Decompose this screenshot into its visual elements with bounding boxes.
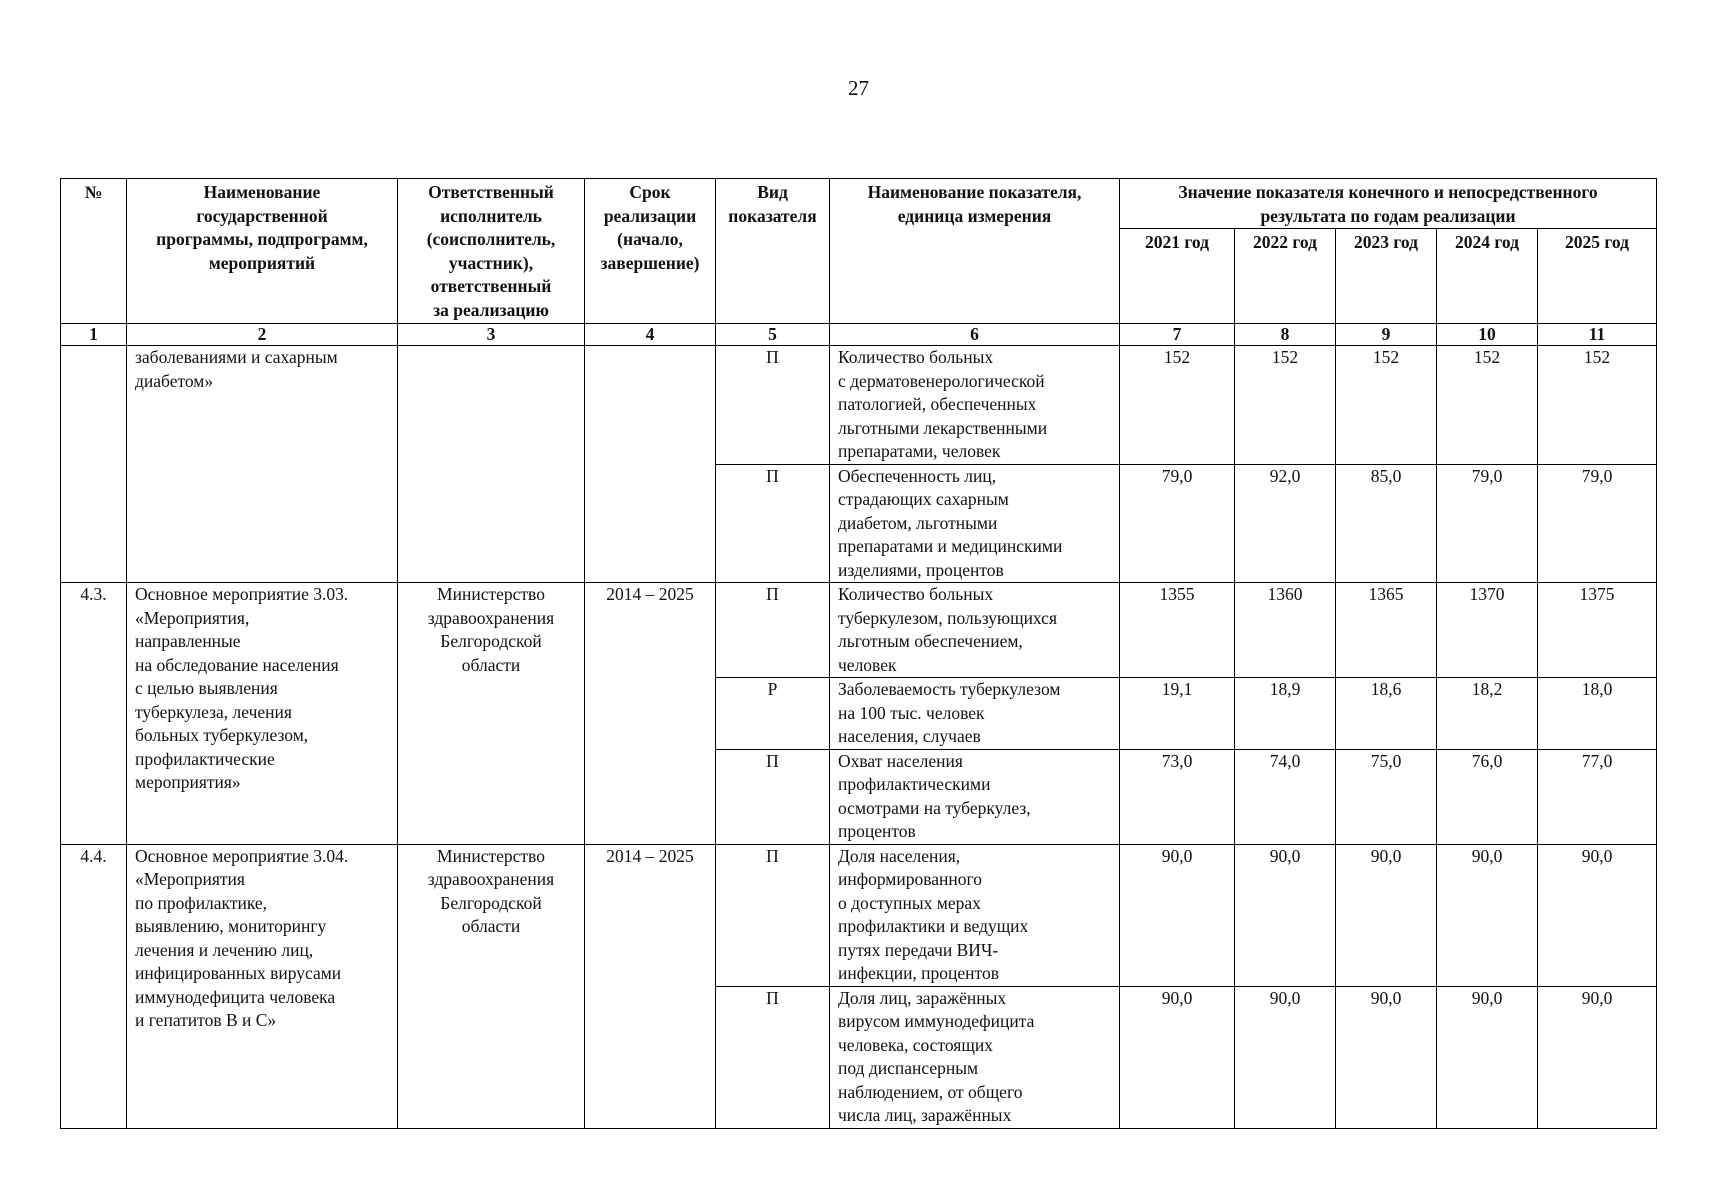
indicator-name-line: наблюдением, от общего (838, 1081, 1023, 1102)
indicator-value-2024: 90,0 (1437, 844, 1538, 986)
indicator-value-2022: 152 (1235, 346, 1336, 465)
indicator-value-2025: 77,0 (1538, 749, 1657, 844)
header-responsible (398, 179, 585, 324)
indicator-name-line: путях передачи ВИЧ- (838, 939, 999, 960)
indicator-name (830, 464, 1120, 583)
indicator-value-2025: 152 (1538, 346, 1657, 465)
column-number: 11 (1538, 324, 1657, 346)
indicator-value-2023: 18,6 (1336, 678, 1437, 750)
program-name-line: направленные (135, 631, 241, 651)
column-number: 4 (585, 324, 716, 346)
table-row (61, 583, 1657, 678)
indicator-value-2022: 18,9 (1235, 678, 1336, 750)
header-values-group-line: результата по годам реализации (1260, 205, 1516, 226)
indicator-name-line: препаратами и медицинскими (838, 536, 1063, 556)
column-number: 1 (61, 324, 127, 346)
indicator-name-line: осмотрами на туберкулез, (838, 797, 1031, 818)
header-indicator-type-line: Вид (757, 182, 788, 202)
header-values-group (1120, 179, 1657, 229)
implementation-term: 2014 – 2025 (585, 583, 716, 845)
indicator-value-2022: 90,0 (1235, 844, 1336, 986)
indicator-type: П (716, 464, 830, 583)
program-name-line: лечения и лечению лиц, (135, 939, 314, 960)
column-number: 9 (1336, 324, 1437, 346)
indicator-value-2025: 90,0 (1538, 986, 1657, 1128)
indicator-name-line: профилактическими (838, 774, 991, 794)
indicator-name-line: Количество больных (838, 347, 994, 367)
header-values-group-line: Значение показателя конечного и непосредственного (1178, 182, 1598, 202)
indicator-type: Р (716, 678, 830, 750)
header-indicator-name (830, 179, 1120, 324)
program-name-line: инфицированных вирусами (135, 963, 342, 983)
responsible-executor (398, 346, 585, 583)
header-program-name-line: мероприятий (208, 252, 316, 273)
indicator-name-line: с дерматовенерологической (838, 370, 1045, 391)
column-number: 3 (398, 324, 585, 346)
column-numbers-row (61, 324, 1657, 346)
indicator-name-line: о доступных мерах (838, 892, 981, 913)
program-name-line: «Мероприятия, (135, 607, 250, 628)
program-name-line: по профилактике, (135, 892, 268, 913)
row-number: 4.4. (61, 844, 127, 1128)
header-year-2024: 2024 год (1437, 229, 1538, 324)
indicator-name (830, 749, 1120, 844)
indicator-value-2021: 152 (1120, 346, 1235, 465)
header-num: № (61, 179, 127, 324)
header-term-line: (начало, (617, 229, 683, 249)
indicator-value-2022: 1360 (1235, 583, 1336, 678)
indicator-name-line: изделиями, процентов (838, 559, 1004, 580)
indicator-value-2023: 75,0 (1336, 749, 1437, 844)
header-responsible-line: (соисполнитель, (426, 229, 556, 249)
responsible-executor (398, 844, 585, 1128)
indicator-type: П (716, 583, 830, 678)
indicator-value-2024: 18,2 (1437, 678, 1538, 750)
header-responsible-line: исполнитель (440, 205, 542, 226)
indicator-value-2024: 79,0 (1437, 464, 1538, 583)
indicators-table (60, 178, 1657, 1129)
column-number: 8 (1235, 324, 1336, 346)
indicator-value-2022: 92,0 (1235, 464, 1336, 583)
indicator-value-2021: 90,0 (1120, 844, 1235, 986)
indicator-name-line: Доля лиц, заражённых (838, 987, 1007, 1008)
indicator-value-2024: 1370 (1437, 583, 1538, 678)
indicator-name-line: человека, состоящих (838, 1034, 993, 1055)
indicator-name-line: патологией, обеспеченных (838, 394, 1037, 414)
table-header (61, 179, 1657, 346)
indicator-name (830, 844, 1120, 986)
table-row (61, 346, 1657, 465)
program-name-line: туберкулеза, лечения (135, 701, 292, 722)
indicator-type: П (716, 844, 830, 986)
indicator-name-line: препаратами, человек (838, 441, 1001, 461)
table-row (61, 844, 1657, 986)
header-year-2021: 2021 год (1120, 229, 1235, 324)
responsible-executor (398, 583, 585, 845)
header-responsible-line: участник), (448, 252, 534, 273)
program-name-line: Основное мероприятие 3.03. (135, 584, 349, 604)
header-term-line: завершение) (600, 252, 700, 273)
program-name-line: и гепатитов B и C» (135, 1010, 277, 1030)
indicator-name-line: туберкулезом, пользующихся (838, 607, 1057, 628)
indicator-name-line: инфекции, процентов (838, 963, 999, 983)
indicator-value-2025: 79,0 (1538, 464, 1657, 583)
header-term (585, 179, 716, 324)
indicator-type: П (716, 346, 830, 465)
row-number: 4.3. (61, 583, 127, 845)
program-name-line: Основное мероприятие 3.04. (135, 845, 349, 866)
program-name-line: «Мероприятия (135, 869, 245, 889)
column-number: 10 (1437, 324, 1538, 346)
responsible-executor-line: области (461, 916, 521, 936)
header-responsible-line: за реализацию (433, 299, 549, 320)
table-body (61, 346, 1657, 1129)
program-name (127, 346, 398, 583)
responsible-executor-line: области (461, 654, 521, 675)
indicator-value-2021: 73,0 (1120, 749, 1235, 844)
program-name-line: иммунодефицита человека (135, 986, 336, 1007)
indicator-name-line: числа лиц, заражённых (838, 1105, 1012, 1125)
indicator-value-2024: 76,0 (1437, 749, 1538, 844)
header-program-name-line: Наименование (203, 182, 321, 202)
indicator-value-2021: 90,0 (1120, 986, 1235, 1128)
header-indicator-name-line: Наименование показателя, (867, 182, 1082, 202)
header-year-2025: 2025 год (1538, 229, 1657, 324)
indicator-name-line: процентов (838, 821, 916, 841)
indicator-name-line: страдающих сахарным (838, 489, 1009, 509)
program-name-line: диабетом» (135, 370, 214, 391)
responsible-executor-line: Белгородской (440, 892, 542, 913)
indicator-value-2022: 90,0 (1235, 986, 1336, 1128)
column-number: 6 (830, 324, 1120, 346)
program-name-line: на обследование населения (135, 654, 339, 675)
indicator-value-2024: 152 (1437, 346, 1538, 465)
indicator-name-line: Доля населения, (838, 845, 961, 866)
indicator-value-2024: 90,0 (1437, 986, 1538, 1128)
indicator-name-line: человек (838, 654, 897, 675)
indicator-value-2025: 90,0 (1538, 844, 1657, 986)
row-number (61, 346, 127, 583)
responsible-executor-line: здравоохранения (427, 869, 555, 889)
responsible-executor-line: здравоохранения (427, 607, 555, 628)
header-year-2022: 2022 год (1235, 229, 1336, 324)
indicator-value-2023: 152 (1336, 346, 1437, 465)
indicator-name-line: на 100 тыс. человек (838, 702, 985, 723)
responsible-executor-line: Белгородской (440, 631, 542, 651)
header-responsible-line: ответственный (430, 276, 552, 296)
header-year-2023: 2023 год (1336, 229, 1437, 324)
header-term-line: реализации (603, 205, 697, 226)
indicator-name-line: под диспансерным (838, 1058, 979, 1078)
indicator-name (830, 678, 1120, 750)
header-program-name (127, 179, 398, 324)
header-indicator-name-line: единица измерения (897, 205, 1052, 226)
indicator-name-line: диабетом, льготными (838, 512, 998, 533)
program-name-line: заболеваниями и сахарным (135, 347, 338, 367)
program-name-line: с целью выявления (135, 678, 278, 698)
indicator-value-2023: 90,0 (1336, 986, 1437, 1128)
program-name-line: выявлению, мониторингу (135, 916, 327, 936)
implementation-term (585, 346, 716, 583)
column-number: 2 (127, 324, 398, 346)
indicator-name-line: информированного (838, 869, 983, 889)
indicator-name-line: вирусом иммунодефицита (838, 1011, 1035, 1031)
indicator-name-line: льготным обеспечением, (838, 631, 1023, 651)
header-term-line: Срок (629, 182, 671, 202)
program-name-line: мероприятия» (135, 772, 241, 792)
indicator-name-line: населения, случаев (838, 726, 981, 746)
indicator-type: П (716, 986, 830, 1128)
program-name (127, 583, 398, 845)
program-name (127, 844, 398, 1128)
indicator-value-2025: 18,0 (1538, 678, 1657, 750)
indicator-value-2023: 1365 (1336, 583, 1437, 678)
responsible-executor-line: Министерство (437, 584, 545, 604)
program-name-line: больных туберкулезом, (135, 725, 309, 745)
indicator-value-2022: 74,0 (1235, 749, 1336, 844)
indicator-value-2021: 1355 (1120, 583, 1235, 678)
indicator-name-line: Обеспеченность лиц, (838, 465, 997, 486)
responsible-executor-line: Министерство (437, 845, 545, 866)
indicator-value-2021: 19,1 (1120, 678, 1235, 750)
header-indicator-type-line: показателя (728, 205, 817, 226)
column-number: 5 (716, 324, 830, 346)
indicator-name-line: льготными лекарственными (838, 417, 1048, 438)
indicator-value-2023: 90,0 (1336, 844, 1437, 986)
indicator-name (830, 346, 1120, 465)
indicator-value-2025: 1375 (1538, 583, 1657, 678)
header-program-name-line: программы, подпрограмм, (156, 229, 368, 249)
header-program-name-line: государственной (196, 205, 328, 226)
indicator-type: П (716, 749, 830, 844)
indicator-name-line: Количество больных (838, 584, 994, 604)
indicator-name (830, 986, 1120, 1128)
indicator-name-line: Охват населения (838, 750, 963, 771)
indicator-value-2021: 79,0 (1120, 464, 1235, 583)
page-number: 27 (848, 76, 869, 100)
indicator-name-line: Заболеваемость туберкулезом (838, 679, 1061, 699)
header-responsible-line: Ответственный (428, 182, 554, 202)
implementation-term: 2014 – 2025 (585, 844, 716, 1128)
header-indicator-type (716, 179, 830, 324)
indicator-name (830, 583, 1120, 678)
indicator-value-2023: 85,0 (1336, 464, 1437, 583)
indicator-name-line: профилактики и ведущих (838, 916, 1029, 936)
column-number: 7 (1120, 324, 1235, 346)
program-name-line: профилактические (135, 748, 275, 769)
